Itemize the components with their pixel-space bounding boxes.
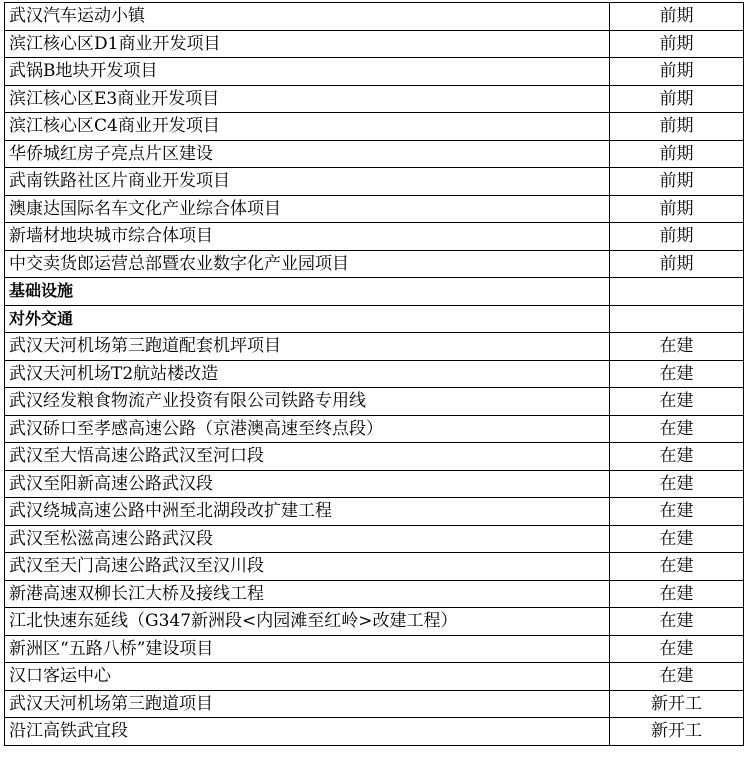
table-row xyxy=(5,113,744,141)
table-row xyxy=(5,195,744,223)
table-row xyxy=(5,140,744,168)
project-name-cell: 武汉绕城高速公路中洲至北湖段改扩建工程 xyxy=(5,498,610,526)
project-name-cell: 江北快速东延线（G347新洲段<内园滩至红岭>改建工程） xyxy=(5,608,610,636)
project-name-cell: 武汉硚口至孝感高速公路（京港澳高速至终点段） xyxy=(5,415,610,443)
project-name-cell: 滨江核心区C4商业开发项目 xyxy=(5,113,610,141)
project-status-cell xyxy=(610,278,744,306)
table-row xyxy=(5,608,744,636)
table-row xyxy=(5,30,744,58)
project-status-cell: 在建 xyxy=(610,333,744,361)
table-row xyxy=(5,580,744,608)
project-status-cell: 前期 xyxy=(610,85,744,113)
project-name-cell: 滨江核心区E3商业开发项目 xyxy=(5,85,610,113)
project-name-cell: 华侨城红房子亮点片区建设 xyxy=(5,140,610,168)
project-name-cell: 武汉至大悟高速公路武汉至河口段 xyxy=(5,443,610,471)
project-status-table xyxy=(4,2,744,746)
table-row xyxy=(5,250,744,278)
table-row xyxy=(5,58,744,86)
project-name-cell: 沿江高铁武宜段 xyxy=(5,718,610,746)
table-row xyxy=(5,333,744,361)
project-status-cell: 在建 xyxy=(610,525,744,553)
project-name-cell: 武锅B地块开发项目 xyxy=(5,58,610,86)
project-status-cell: 在建 xyxy=(610,470,744,498)
project-status-cell: 在建 xyxy=(610,663,744,691)
project-name-cell: 武汉天河机场第三跑道配套机坪项目 xyxy=(5,333,610,361)
table-row xyxy=(5,498,744,526)
project-status-cell: 前期 xyxy=(610,113,744,141)
table-row xyxy=(5,553,744,581)
table-row xyxy=(5,415,744,443)
table-row xyxy=(5,223,744,251)
table-row xyxy=(5,85,744,113)
project-status-cell: 前期 xyxy=(610,195,744,223)
project-name-cell: 中交卖货郎运营总部暨农业数字化产业园项目 xyxy=(5,250,610,278)
project-table-body xyxy=(5,3,744,746)
project-name-cell: 武汉经发粮食物流产业投资有限公司铁路专用线 xyxy=(5,388,610,416)
project-status-cell: 在建 xyxy=(610,443,744,471)
project-status-cell: 前期 xyxy=(610,168,744,196)
table-row xyxy=(5,360,744,388)
project-name-cell: 武汉汽车运动小镇 xyxy=(5,3,610,31)
table-row xyxy=(5,168,744,196)
project-name-cell: 新洲区“五路八桥”建设项目 xyxy=(5,635,610,663)
table-row xyxy=(5,388,744,416)
project-name-cell: 新港高速双柳长江大桥及接线工程 xyxy=(5,580,610,608)
project-status-cell: 前期 xyxy=(610,223,744,251)
project-status-cell: 在建 xyxy=(610,415,744,443)
project-status-cell: 在建 xyxy=(610,388,744,416)
project-name-cell: 武南铁路社区片商业开发项目 xyxy=(5,168,610,196)
project-status-cell xyxy=(610,305,744,333)
project-table-container xyxy=(4,2,743,746)
table-row xyxy=(5,663,744,691)
project-status-cell: 前期 xyxy=(610,58,744,86)
section-heading-row xyxy=(5,278,744,306)
project-name-cell: 汉口客运中心 xyxy=(5,663,610,691)
project-name-cell: 武汉至天门高速公路武汉至汉川段 xyxy=(5,553,610,581)
project-status-cell: 前期 xyxy=(610,250,744,278)
project-status-cell: 新开工 xyxy=(610,718,744,746)
project-status-cell: 在建 xyxy=(610,360,744,388)
table-row xyxy=(5,635,744,663)
section-heading-row xyxy=(5,305,744,333)
project-status-cell: 新开工 xyxy=(610,690,744,718)
project-name-cell: 武汉天河机场T2航站楼改造 xyxy=(5,360,610,388)
project-status-cell: 在建 xyxy=(610,580,744,608)
project-status-cell: 在建 xyxy=(610,635,744,663)
project-status-cell: 前期 xyxy=(610,140,744,168)
project-status-cell: 在建 xyxy=(610,608,744,636)
project-status-cell: 在建 xyxy=(610,498,744,526)
project-name-cell: 澳康达国际名车文化产业综合体项目 xyxy=(5,195,610,223)
project-name-cell: 新墙材地块城市综合体项目 xyxy=(5,223,610,251)
table-row xyxy=(5,718,744,746)
project-name-cell: 武汉至阳新高速公路武汉段 xyxy=(5,470,610,498)
project-name-cell: 武汉天河机场第三跑道项目 xyxy=(5,690,610,718)
project-name-cell: 滨江核心区D1商业开发项目 xyxy=(5,30,610,58)
table-row xyxy=(5,3,744,31)
project-status-cell: 前期 xyxy=(610,3,744,31)
table-row xyxy=(5,443,744,471)
table-row xyxy=(5,690,744,718)
project-name-cell: 武汉至松滋高速公路武汉段 xyxy=(5,525,610,553)
section-heading: 基础设施 xyxy=(5,278,610,306)
table-row xyxy=(5,470,744,498)
table-row xyxy=(5,525,744,553)
project-status-cell: 在建 xyxy=(610,553,744,581)
project-status-cell: 前期 xyxy=(610,30,744,58)
section-heading: 对外交通 xyxy=(5,305,610,333)
